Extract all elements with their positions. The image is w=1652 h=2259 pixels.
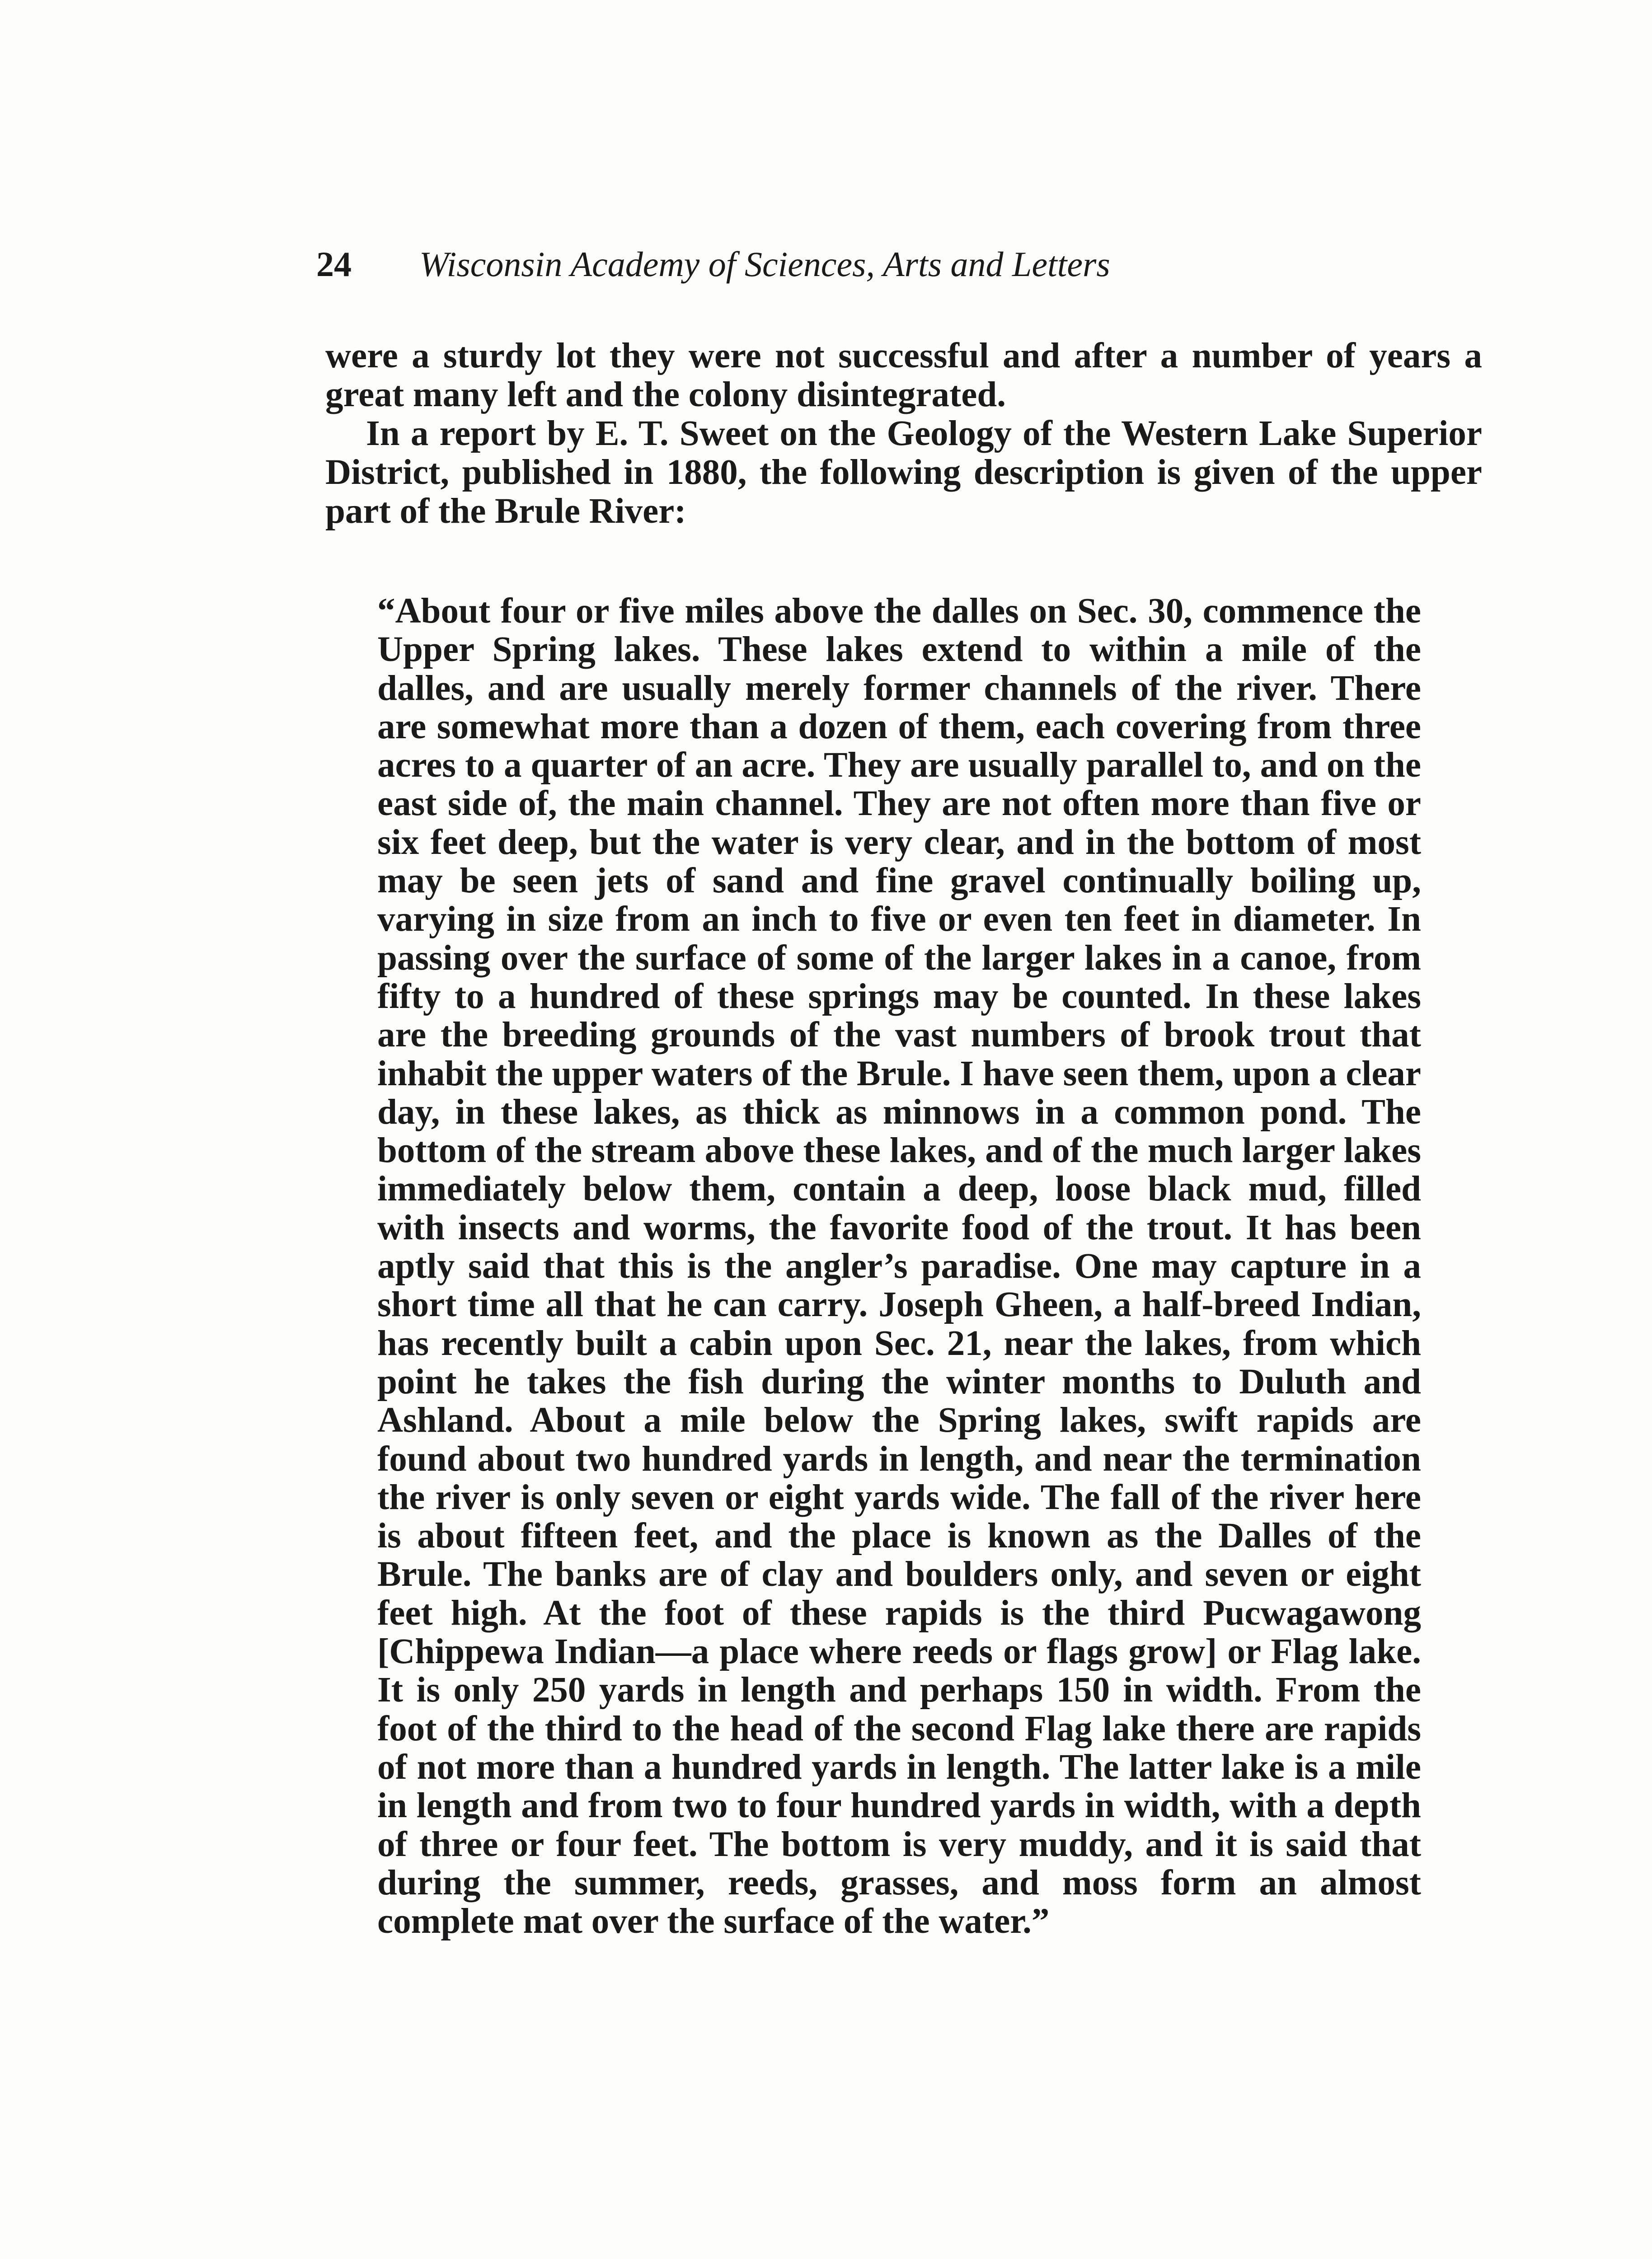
page-number: 24: [316, 244, 352, 284]
paragraph-report-intro: In a report by E. T. Sweet on the Geology of the Western Lake Superior District, published in 1880, the following description is given of the upper part of the Brule River:: [325, 414, 1482, 531]
running-head: [316, 242, 1437, 296]
body-text: [325, 337, 1482, 531]
paragraph-continuation: were a sturdy lot they were not successful and after a number of years a great many left and the colony disintegrated.: [325, 336, 1482, 414]
block-quote: “About four or five miles above the dalles on Sec. 30, commence the Upper Spring lakes. These lakes extend to within a mile of the dalles, and are usually merely former channels of the river. There are somewhat more than a dozen of them, each covering from three acres to a quarter of an acre. They are usually parallel to, and on the east side of, the main channel. They are not often more than five or six feet deep, but the water is very clear, and in the bottom of most may be seen jets of sand and fine gravel continually boiling up, varying in size from an inch to five or even ten feet in diameter. In passing over the surface of some of the larger lakes in a canoe, from fifty to a hundred of these springs may be counted. In these lakes are the breeding grounds of the vast numbers of brook trout that inhabit the upper waters of the Brule. I have seen them, upon a clear day, in these lakes, as thick as minnows in a common pond. The bottom of the stream above these lakes, and of the much larger lakes immediately below them, contain a deep, loose black mud, filled with insects and worms, the favorite food of the trout. It has been aptly said that this is the angler’s paradise. One may capture in a short time all that he can carry. Joseph Gheen, a half-breed Indian, has recently built a cabin upon Sec. 21, near the lakes, from which point he takes the fish during the winter months to Duluth and Ashland. About a mile below the Spring lakes, swift rapids are found about two hundred yards in length, and near the termination the river is only seven or eight yards wide. The fall of the river here is about fifteen feet, and the place is known as the Dalles of the Brule. The banks are of clay and boulders only, and seven or eight feet high. At the foot of these rapids is the third Pucwagawong [Chippewa Indian—a place where reeds or flags grow] or Flag lake. It is only 250 yards in length and perhaps 150 in width. From the foot of the third to the head of the second Flag lake there are rapids of not more than a hundred yards in length. The latter lake is a mile in length and from two to four hundred yards in width, with a depth of three or four feet. The bottom is very muddy, and it is said that during the summer, reeds, grasses, and moss form an almost complete mat over the surface of the water.”: [377, 591, 1421, 1941]
journal-title: Wisconsin Academy of Sciences, Arts and Letters: [419, 244, 1110, 284]
